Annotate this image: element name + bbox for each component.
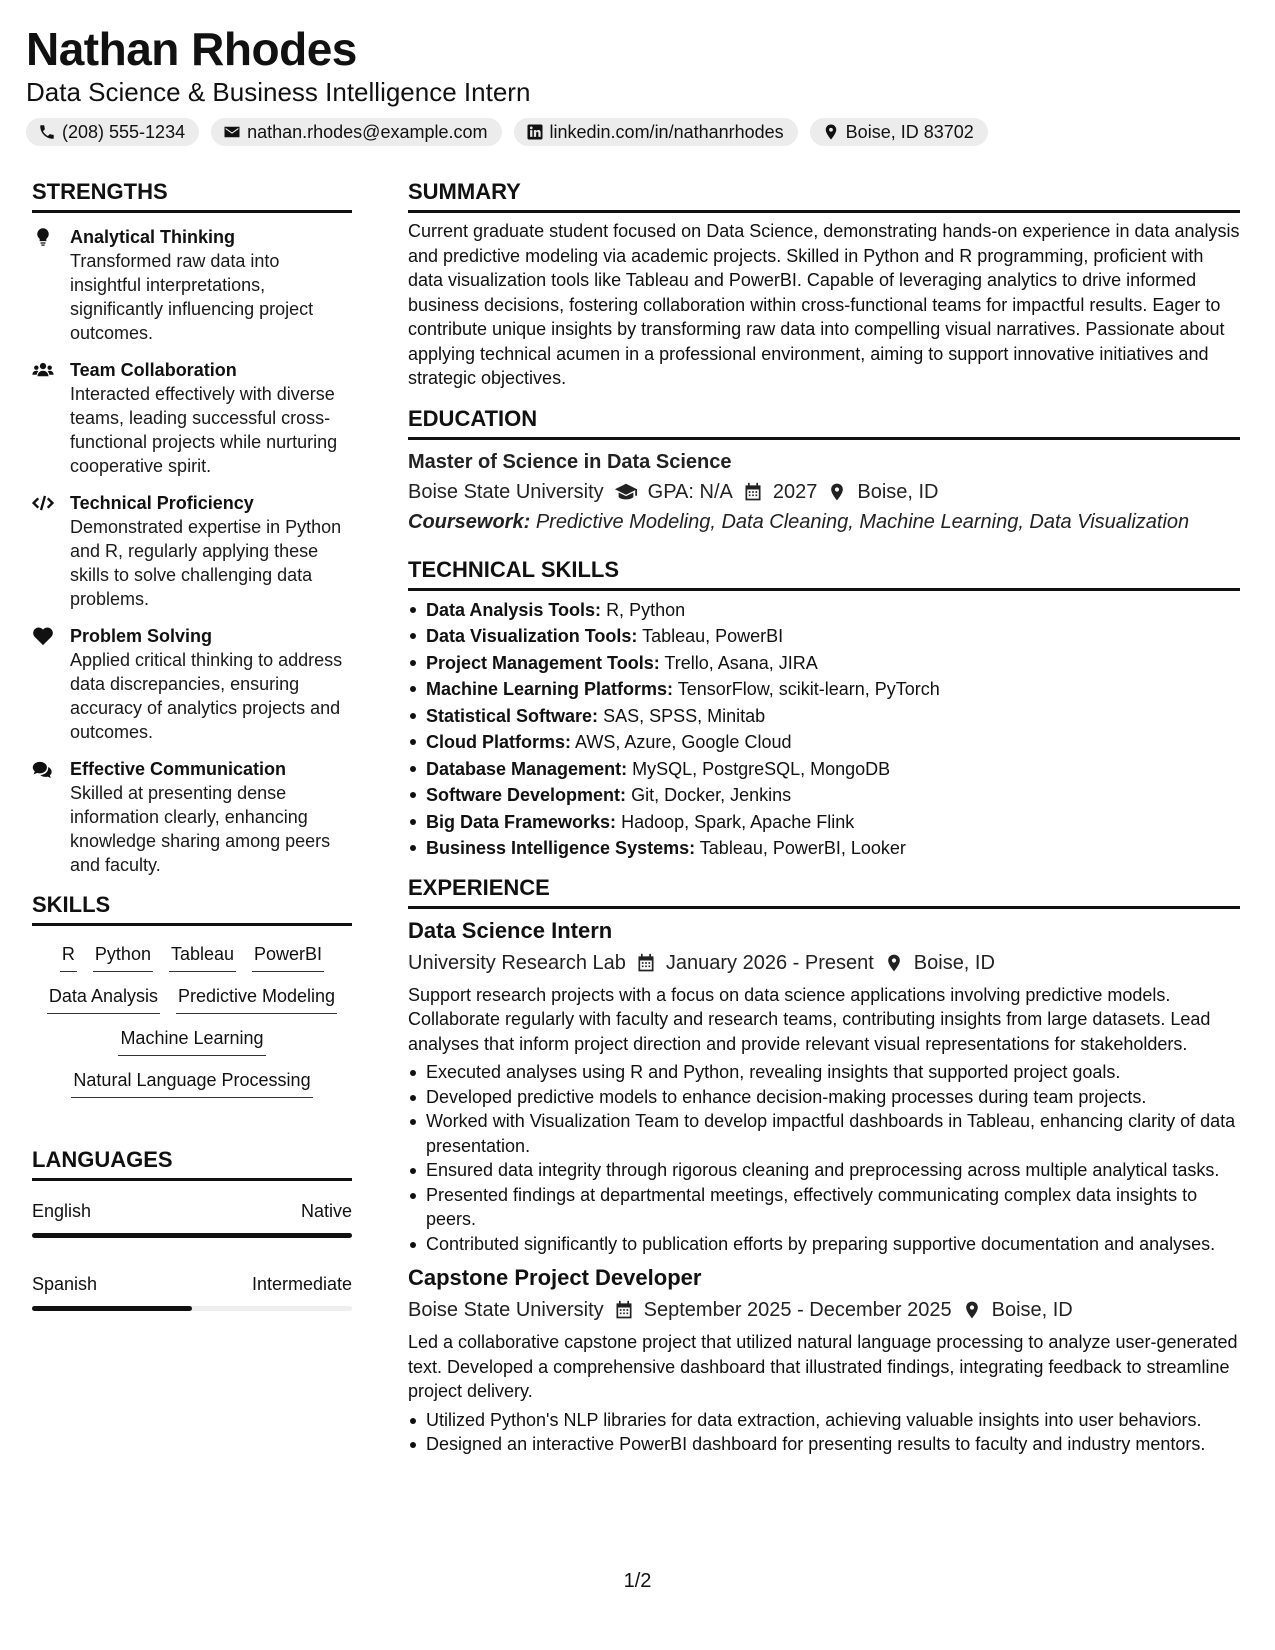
list-item: Developed predictive models to enhance decision-making processes during team projects.	[408, 1085, 1240, 1110]
lightbulb-icon	[32, 227, 54, 247]
skill-tag: Machine Learning	[118, 1024, 265, 1056]
page-number: 1/2	[623, 1570, 652, 1592]
contact-phone[interactable]	[26, 118, 199, 146]
job-description: Led a collaborative capstone project that utilized natural language processing to analyze user-generated text. Developed a comprehensive dashboard that illustrated findings, integrating feedback to streamline project delivery.	[408, 1332, 1238, 1401]
summary-heading: SUMMARY	[408, 178, 1240, 213]
job-meta	[408, 949, 1240, 977]
skill-category: Cloud Platforms:	[426, 732, 572, 752]
skill-category: Big Data Frameworks:	[426, 811, 617, 832]
job-bullets	[408, 1408, 1240, 1457]
location-pin-icon	[962, 1300, 982, 1320]
skill-tag: Natural Language Processing	[71, 1066, 312, 1098]
strength-desc: Demonstrated expertise in Python and R, regularly applying these skills to solve challenging data problems.	[70, 517, 342, 609]
job-entry	[408, 917, 1240, 1257]
list-item: Utilized Python's NLP libraries for data extraction, achieving valuable insights into user behaviors.	[408, 1408, 1240, 1433]
strength-item	[32, 624, 352, 744]
language-level: Intermediate	[251, 1274, 352, 1294]
skill-tag: Python	[93, 940, 153, 972]
list-item: Executed analyses using R and Python, revealing insights that supported project goals.	[408, 1060, 1240, 1085]
job-description: Support research projects with a focus on data science applications involving predictive models. Collaborate regularly with faculty and research teams, contributing insights from large datasets. Lead analyses that inform project direction and provide relevant visual representations for stakeholders.	[408, 984, 1211, 1054]
contact-email[interactable]	[211, 118, 501, 146]
list-item: Ensured data integrity through rigorous cleaning and preprocessing across multiple analytical tasks.	[408, 1158, 1240, 1183]
skill-values: Tableau, PowerBI, Looker	[699, 838, 906, 858]
calendar-icon	[614, 1300, 634, 1320]
language-name: English	[32, 1201, 92, 1221]
list-item	[408, 835, 1240, 862]
language-row	[32, 1272, 352, 1296]
skill-values: R, Python	[606, 599, 686, 620]
technical-skills-heading: TECHNICAL SKILLS	[408, 556, 1240, 591]
language-row	[32, 1199, 352, 1223]
contact-email-text: nathan.rhodes@example.com	[247, 121, 488, 142]
skills-tags	[32, 940, 352, 1098]
strength-desc: Transformed raw data into insightful interpretations, significantly influencing project outcomes.	[70, 251, 314, 343]
strength-desc: Applied critical thinking to address data discrepancies, ensuring accuracy of analytics projects and outcomes.	[70, 650, 343, 742]
list-item	[408, 782, 1240, 809]
strength-item	[32, 225, 352, 345]
list-item	[408, 756, 1240, 783]
job-dates: January 2026 - Present	[665, 951, 874, 974]
strength-item	[32, 358, 352, 478]
list-item	[408, 650, 1240, 677]
strength-item	[32, 491, 352, 611]
skill-tag: R	[60, 940, 77, 972]
skill-values: Hadoop, Spark, Apache Flink	[621, 811, 855, 832]
skills-heading: SKILLS	[32, 891, 352, 926]
calendar-icon	[636, 953, 656, 973]
skill-values: Git, Docker, Jenkins	[631, 785, 792, 805]
calendar-icon	[743, 482, 763, 502]
job-entry	[408, 1264, 1240, 1457]
list-item: Designed an interactive PowerBI dashboard for presenting results to faculty and industry mentors.	[408, 1432, 1240, 1457]
language-proficiency-fill	[32, 1306, 192, 1311]
skill-category: Machine Learning Platforms:	[426, 679, 674, 699]
skill-category: Database Management:	[426, 758, 628, 779]
linkedin-icon	[526, 123, 544, 141]
skill-values: AWS, Azure, Google Cloud	[575, 732, 792, 752]
list-item: Worked with Visualization Team to develop impactful dashboards in Tableau, enhancing clarity of data presentation.	[408, 1109, 1240, 1158]
language-level: Native	[300, 1201, 352, 1221]
experience-heading: EXPERIENCE	[408, 874, 1240, 909]
strengths-heading: STRENGTHS	[32, 178, 352, 213]
skill-category: Statistical Software:	[426, 705, 599, 726]
skill-tag: Data Analysis	[47, 982, 160, 1014]
skill-values: SAS, SPSS, Minitab	[603, 705, 766, 726]
heart-icon	[32, 626, 54, 646]
degree-title: Master of Science in Data Science	[408, 450, 732, 473]
contact-phone-text: (208) 555-1234	[62, 121, 186, 142]
contact-linkedin-text: linkedin.com/in/nathanrhodes	[549, 121, 784, 142]
job-org: University Research Lab	[408, 951, 626, 974]
strength-title: Technical Proficiency	[70, 493, 254, 513]
headline: Data Science & Business Intelligence Intern	[26, 77, 531, 107]
contact-bar	[26, 118, 1256, 146]
languages-list	[32, 1199, 352, 1311]
coursework-label: Coursework:	[408, 510, 531, 533]
skill-tag: Tableau	[169, 940, 236, 972]
education-meta	[408, 478, 1240, 506]
graduation-year: 2027	[772, 480, 818, 503]
list-item	[408, 623, 1240, 650]
gpa: GPA: N/A	[647, 480, 733, 503]
left-column	[32, 178, 352, 1345]
users-icon	[32, 360, 54, 380]
job-location: Boise, ID	[913, 951, 995, 974]
list-item	[408, 809, 1240, 836]
location-pin-icon	[884, 953, 904, 973]
school-name: Boise State University	[408, 480, 604, 503]
summary-text: Current graduate student focused on Data Science, demonstrating hands-on experience in data analysis and predictive modeling via academic projects. Skilled in Python and R programming, proficient with data visualization tools like Tableau and PowerBI. Capable of leveraging analytics to drive informed business decisions, fostering collaboration within cross-functional teams for impactful results. Eager to contribute unique insights by transforming raw data into compelling visual narratives. Passionate about applying technical acumen in a professional environment, aiming to support innovative initiatives and strategic objectives.	[408, 221, 1240, 388]
skill-category: Project Management Tools:	[426, 652, 660, 673]
skill-values: Trello, Asana, JIRA	[664, 652, 818, 673]
strength-desc: Interacted effectively with diverse teams, leading successful cross-functional projects while nurturing cooperative spirit.	[70, 384, 338, 476]
skill-category: Business Intelligence Systems:	[426, 838, 696, 858]
envelope-icon	[223, 123, 241, 141]
list-item	[408, 597, 1240, 624]
list-item	[408, 676, 1240, 703]
strength-title: Team Collaboration	[70, 360, 237, 380]
language-proficiency-bar	[32, 1306, 352, 1311]
skill-values: Tableau, PowerBI	[642, 626, 784, 646]
code-icon	[32, 493, 54, 513]
skill-category: Data Visualization Tools:	[426, 626, 638, 646]
language-name: Spanish	[32, 1274, 98, 1294]
job-title: Capstone Project Developer	[408, 1265, 702, 1290]
language-proficiency-fill	[32, 1233, 352, 1238]
location-pin-icon	[827, 482, 847, 502]
coursework	[408, 508, 1240, 536]
language-proficiency-bar	[32, 1233, 352, 1238]
job-location: Boise, ID	[991, 1299, 1073, 1321]
location-pin-icon	[822, 123, 840, 141]
job-title: Data Science Intern	[408, 917, 613, 943]
languages-heading: LANGUAGES	[32, 1146, 352, 1181]
person-name: Nathan Rhodes	[26, 23, 357, 75]
list-item	[408, 729, 1240, 756]
skill-values: TensorFlow, scikit-learn, PyTorch	[677, 679, 940, 699]
skill-tag: PowerBI	[252, 940, 324, 972]
education-heading: EDUCATION	[408, 405, 1240, 440]
strength-desc: Skilled at presenting dense information clearly, enhancing knowledge sharing among peers and faculty.	[70, 783, 331, 875]
strength-title: Effective Communication	[70, 759, 287, 779]
job-dates: September 2025 - December 2025	[643, 1299, 952, 1321]
school-location: Boise, ID	[857, 480, 939, 503]
list-item: Presented findings at departmental meetings, effectively communicating complex data insights to peers.	[408, 1183, 1240, 1232]
strength-title: Analytical Thinking	[70, 227, 236, 247]
coursework-list: Predictive Modeling, Data Cleaning, Machine Learning, Data Visualization	[535, 510, 1190, 533]
contact-location	[810, 118, 988, 146]
skill-tag: Predictive Modeling	[176, 982, 337, 1014]
contact-linkedin[interactable]	[514, 118, 798, 146]
job-bullets	[408, 1060, 1240, 1256]
technical-skills-list	[408, 597, 1240, 862]
graduation-cap-icon	[614, 482, 638, 502]
strength-title: Problem Solving	[70, 626, 213, 646]
list-item	[408, 703, 1240, 730]
list-item: Contributed significantly to publication efforts by preparing supportive documentation and analyses.	[408, 1232, 1240, 1257]
phone-icon	[38, 123, 56, 141]
skill-category: Data Analysis Tools:	[426, 599, 602, 620]
comments-icon	[32, 759, 54, 779]
skill-values: MySQL, PostgreSQL, MongoDB	[632, 758, 891, 779]
strengths-list	[32, 225, 352, 877]
contact-location-text: Boise, ID 83702	[845, 121, 974, 142]
strength-item	[32, 757, 352, 877]
job-meta	[408, 1296, 1240, 1324]
job-org: Boise State University	[408, 1299, 604, 1321]
resume-header	[26, 22, 1256, 146]
skill-category: Software Development:	[426, 785, 627, 805]
right-column	[408, 178, 1240, 1457]
